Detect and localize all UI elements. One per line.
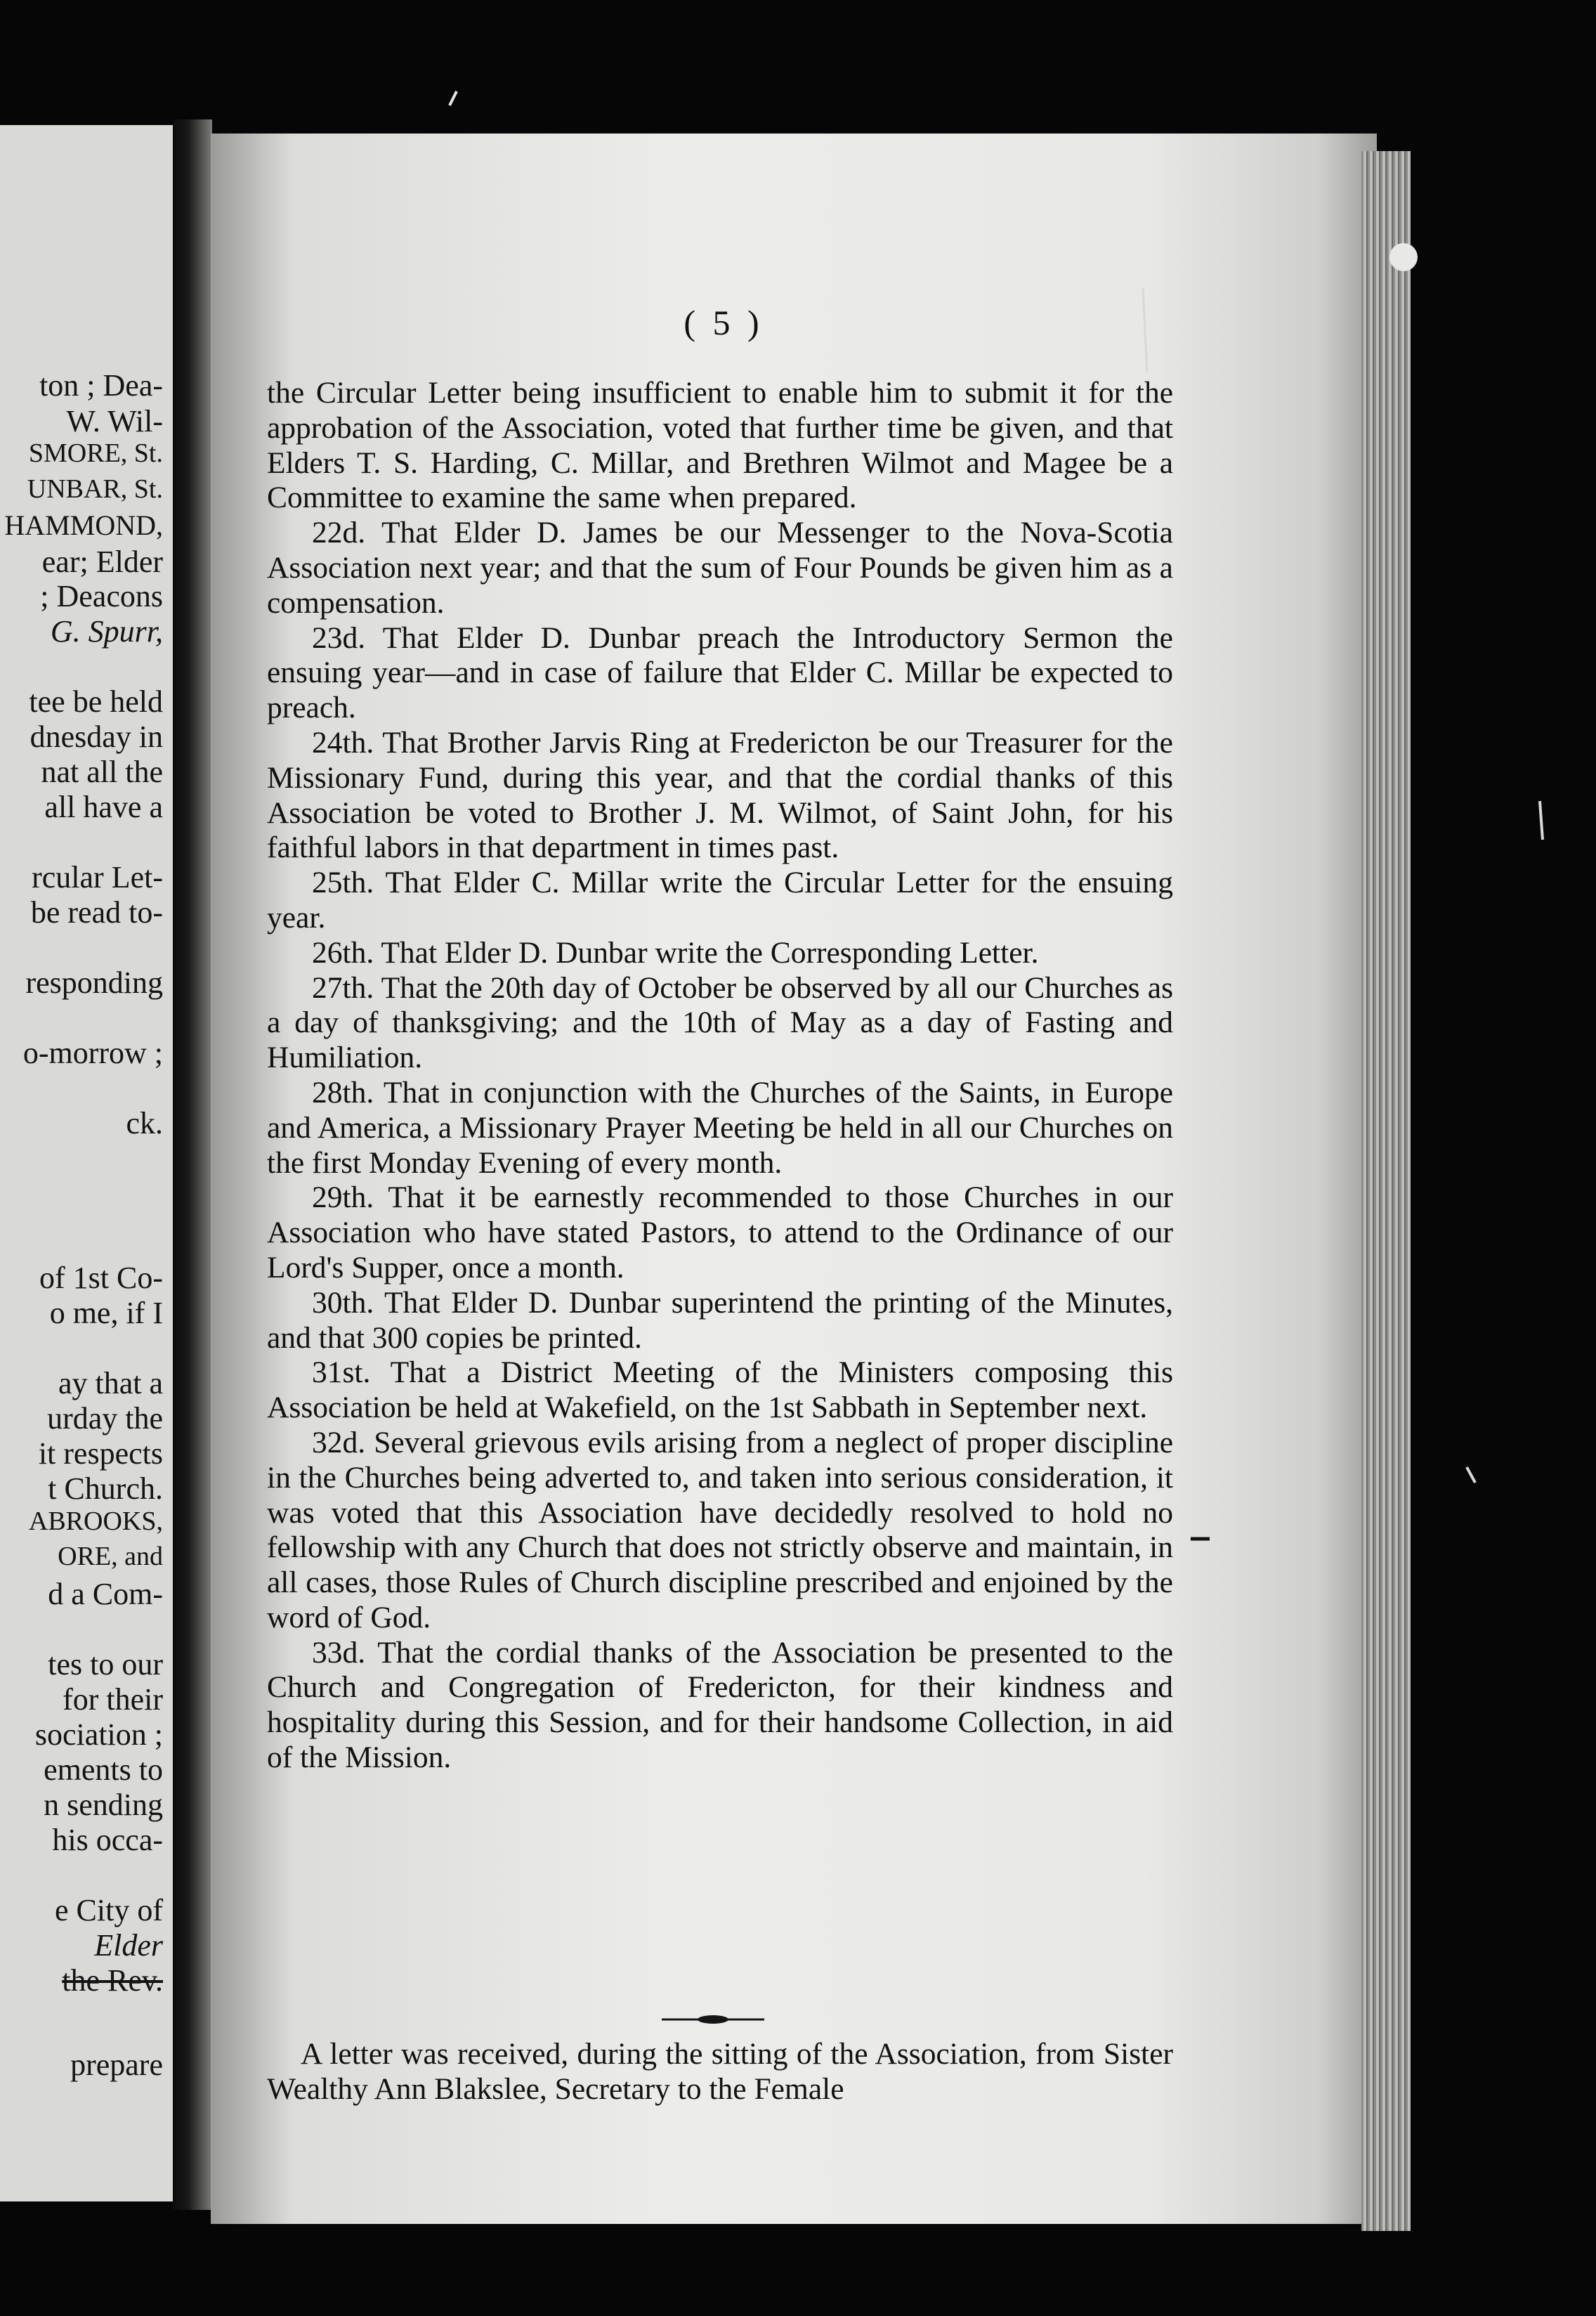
left-line: it respects [38,1436,163,1471]
left-line: o-morrow ; [22,1036,163,1070]
left-line: ay that a [58,1366,163,1400]
left-line: G. Spurr, [50,614,163,649]
left-line: d a Com- [48,1577,163,1611]
left-line: ABROOKS, [28,1507,163,1536]
resolution-33: 33d. That the cordial thanks of the Association be presented to the Church and Congregation of Fredericton, for their kindness and hospitality during this Session, and for their handsome Collection, in aid of the Mission. [267,1635,1174,1775]
left-line: urday the [47,1401,163,1436]
left-line: e City of [55,1893,163,1927]
left-line: W. Wil- [66,404,163,438]
resolution-22: 22d. That Elder D. James be our Messenger to the Nova-Scotia Association next year; and that the sum of Four Pounds be given him as a compensation. [267,516,1173,620]
left-line: rcular Let- [32,860,163,894]
left-line: ORE, and [58,1542,163,1571]
resolution-25: 25th. That Elder C. Millar write the Circular Letter for the ensuing year. [267,866,1174,935]
left-line: ; Deacons [40,579,163,613]
left-line: tee be held [29,684,163,719]
resolution-28: 28th. That in conjunction with the Churches of the Saints, in Europe and America, a Missionary Prayer Meeting be held in all our Churches on the first Monday Evening of every month. [267,1075,1173,1180]
left-line: dnesday in [30,720,163,754]
left-line: for their [63,1682,163,1717]
left-line: ton ; Dea- [39,368,163,403]
left-line: nat all the [41,755,163,789]
left-line: HAMMOND, [4,509,163,541]
left-line: ear; Elder [41,545,163,579]
left-line: prepare [70,2048,163,2082]
struck-through-text: the Rev. [62,1963,163,1998]
left-line: be read to- [30,895,163,930]
left-line: o me, if I [49,1296,163,1330]
resolution-27: 27th. That the 20th day of October be observed by all our Churches as a day of thanksgiving; and the 10th of May as a day of Fasting and Humiliation. [267,970,1173,1075]
left-line: t Church. [48,1471,163,1506]
left-line: SMORE, St. [28,438,163,468]
left-line: sociation ; [34,1717,163,1752]
left-line: of 1st Co- [39,1261,163,1295]
resolution-30: 30th. That Elder D. Dunbar superintend the printing of the Minutes, and that 300 copies be printed. [267,1285,1174,1355]
left-line: responding [25,965,163,1000]
left-line: his occa- [52,1823,163,1857]
left-line: all have a [44,790,163,824]
left-line: ements to [44,1752,163,1787]
resolution-31: 31st. That a District Meeting of the Ministers composing this Association be held at Wakefield, on the 1st Sabbath in September next. [267,1355,1173,1425]
resolution-24: 24th. That Brother Jarvis Ring at Fredericton be our Treasurer for the Missionary Fund, during this year, and that the cordial thanks of this Association be voted to Brother J. M. Wilmot, of Saint John, for his faithful labors in that department in times past. [267,725,1173,865]
handwritten-correction: Elder [94,1928,163,1963]
page-number: ( 5 ) [683,303,764,342]
resolution-26: 26th. That Elder D. Dunbar write the Corresponding Letter. [312,935,1039,970]
resolution-23: 23d. That Elder D. Dunbar preach the Introductory Sermon the ensuing year—and in case of failure that Elder C. Millar be expected to preach. [267,620,1173,725]
left-line: n sending [44,1788,163,1822]
resolution-32: 32d. Several grievous evils arising from a neglect of proper discipline in the Churches being adverted to, and taken into serious consideration, it was voted that this Association have decidedly resolved to hold no fellowship with any Church that does not strictly observe and maintain, in all cases, those Rules of Church discipline prescribed and enjoined by the word of God. [267,1425,1174,1634]
left-line: tes to our [48,1647,163,1681]
left-line: ck. [126,1106,163,1140]
continuation-paragraph: the Circular Letter being insufficient to enable him to submit it for the approbation of the Association, voted that further time be given, and that Elders T. S. Harding, C. Millar, and Brethren Wilmot and Magee be a Committee to examine the same when prepared. [267,376,1173,515]
closing-paragraph: A letter was received, during the sitting of the Association, from Sister Wealthy Ann Blakslee, Secretary to the Female [267,2037,1173,2106]
resolution-29: 29th. That it be earnestly recommended to those Churches in our Association who have stated Pastors, to attend to the Ordinance of our Lord's Supper, once a month. [267,1180,1173,1284]
left-line: UNBAR, St. [27,474,163,504]
